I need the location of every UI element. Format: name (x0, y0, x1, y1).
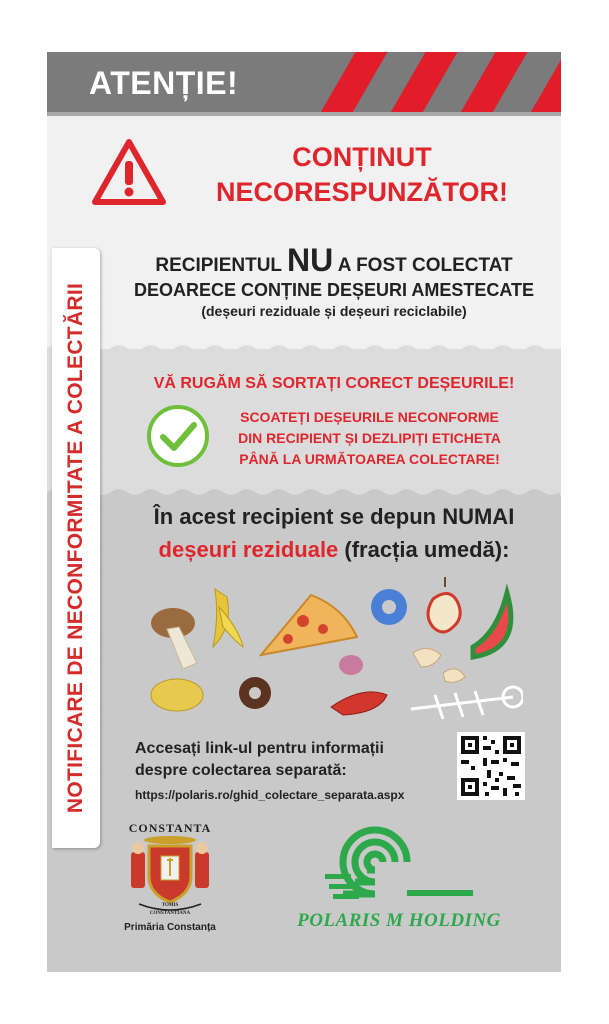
warning-title (177, 140, 547, 210)
sorting-instructions-line2: DIN RECIPIENT ȘI DEZLIPIȚI ETICHETA (238, 430, 501, 446)
polaris-logo-icon (325, 824, 475, 904)
wet-fraction-label: (fracția umedă): (338, 537, 510, 562)
city-hall-label: Primăria Constanța (124, 922, 216, 933)
sorting-instructions-line1: SCOATEȚI DEȘEURILE NECONFORME (240, 409, 499, 425)
mixed-waste-detail: (deșeuri reziduale și deșeuri reciclabile) (201, 303, 467, 319)
svg-text:TOMIS: TOMIS (161, 903, 179, 908)
fish-bone-icon (411, 687, 523, 719)
egg-shell-icon (413, 648, 465, 682)
container-rule-line2 (107, 537, 561, 563)
info-link-title (135, 738, 384, 782)
not-collected-after: A FOST COLECTAT (337, 255, 513, 276)
header-stripe (313, 52, 393, 116)
checkmark-icon (145, 403, 211, 469)
warning-title-line1: CONȚINUT (292, 142, 432, 172)
watermelon-rind-icon (473, 593, 511, 657)
pizza-slice-icon (261, 595, 357, 655)
side-tab (52, 248, 100, 848)
not-collected-emphasis: NU (286, 242, 334, 278)
not-collected-line (107, 242, 561, 279)
residual-waste-label: deșeuri reziduale (158, 537, 339, 562)
wave-divider (47, 486, 561, 500)
wave-divider (47, 342, 561, 356)
donut-icon (371, 589, 407, 625)
container-rule-line1: În acest recipient se depun NUMAI (153, 504, 515, 529)
mushroom-icon (151, 608, 197, 669)
mixed-waste-line: DEOARECE CONȚINE DEȘEURI AMESTECATE (133, 280, 535, 300)
not-collected-before: RECIPIENTUL (155, 255, 282, 276)
sorting-instructions (212, 407, 527, 470)
city-label: CONSTANTA (128, 821, 212, 835)
notice-card (47, 52, 561, 972)
food-waste-illustration (143, 577, 523, 727)
warning-triangle-icon (89, 136, 169, 208)
chocolate-donut-icon (239, 677, 271, 709)
info-link-title-line2: despre colectarea separată: (135, 762, 347, 779)
city-crest-icon (121, 822, 219, 922)
warning-title-line2: NECORESPUNZĂTOR! (215, 177, 509, 207)
apple-core-icon (428, 577, 460, 632)
svg-text:CONSTANTIANA: CONSTANTIANA (149, 911, 191, 916)
header-stripe (523, 52, 561, 116)
info-link-title-line1: Accesați link-ul pentru informații (135, 740, 384, 757)
header-stripe (383, 52, 463, 116)
qr-code-icon[interactable] (457, 732, 525, 800)
company-name: POLARIS M HOLDING (297, 910, 501, 931)
header-title: ATENȚIE! (89, 65, 239, 101)
onion-icon (339, 655, 363, 675)
bread-icon (151, 679, 203, 711)
header-stripe (453, 52, 533, 116)
info-link-url[interactable]: https://polaris.ro/ghid_colectare_separata.aspx (135, 788, 405, 802)
sorting-instructions-line3: PÂNĂ LA URMĂTOAREA COLECTARE! (239, 451, 500, 467)
banana-peel-icon (213, 589, 243, 647)
side-tab-text: NOTIFICARE DE NECONFORMITATE A COLECTĂRII (64, 282, 87, 814)
header-bar (47, 52, 561, 116)
sorting-title: VĂ RUGĂM SĂ SORTAȚI CORECT DEȘEURILE! (153, 375, 515, 392)
pepper-icon (331, 692, 387, 715)
